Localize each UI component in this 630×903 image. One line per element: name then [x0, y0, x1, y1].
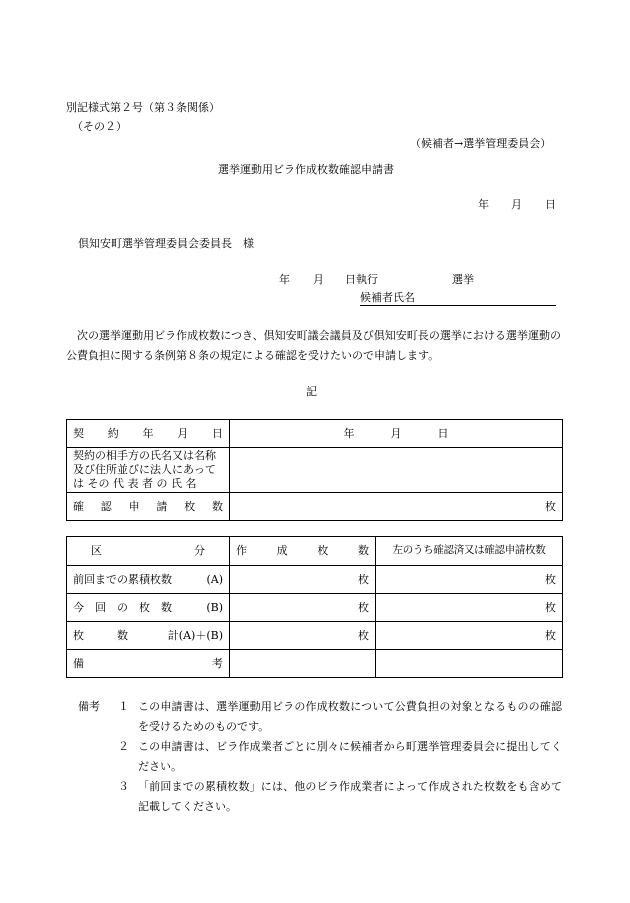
header-produced: 作 成 枚 数	[230, 537, 376, 566]
ki-mark: 記	[306, 385, 317, 398]
routing-note: （候補者→選挙管理委員会）	[410, 137, 552, 150]
confirm-count-field[interactable]: 枚	[230, 493, 563, 521]
election-label: 選挙	[452, 273, 474, 286]
list-item: ３ 「前回までの累積枚数」には、他のビラ作成業者によって作成された枚数をも含めて記載してください。	[118, 780, 562, 813]
table-row	[67, 622, 563, 650]
form-sub-number: （その２）	[72, 120, 127, 133]
produced-total-field[interactable]: 枚	[230, 622, 376, 650]
table-row	[67, 650, 563, 678]
table-row	[67, 448, 563, 493]
table-row	[67, 566, 563, 594]
produced-previous-field[interactable]: 枚	[230, 566, 376, 594]
candidate-name-line[interactable]	[360, 304, 556, 306]
notes-heading: 備考	[78, 700, 100, 713]
list-item: 備考 １ この申請書は、選挙運動用ビラの作成枚数について公費負担の対象となるものの確認を受けるためのものです。	[78, 697, 562, 737]
confirm-count-label: 確 認 申 請 枚 数	[67, 493, 230, 521]
confirmed-total-field[interactable]: 枚	[376, 622, 563, 650]
document-title: 選挙運動用ビラ作成枚数確認申請書	[218, 163, 394, 176]
table-row	[67, 594, 563, 622]
date-day: 日	[545, 198, 556, 211]
election-year: 年	[279, 273, 290, 286]
table-row	[67, 493, 563, 521]
confirmed-previous-field[interactable]: 枚	[376, 566, 563, 594]
candidate-name-label: 候補者氏名	[360, 291, 415, 304]
contract-table	[66, 419, 563, 521]
header-category: 区 分	[67, 537, 230, 566]
form-number: 別記様式第２号（第３条関係）	[66, 101, 220, 114]
notes-section	[78, 697, 562, 817]
row-label-current: 今 回 の 枚 数 (B)	[67, 594, 230, 622]
confirmed-current-field[interactable]: 枚	[376, 594, 563, 622]
count-table	[66, 536, 563, 678]
election-month: 月	[313, 273, 324, 286]
date-month: 月	[511, 198, 522, 211]
election-day-exec: 日執行	[345, 273, 378, 286]
date-year: 年	[478, 198, 489, 211]
remarks-produced-field[interactable]	[230, 650, 376, 678]
contract-party-label: 契約の相手方の氏名又は名称 及び住所並びに法人にあって は その 代 表 者 の 氏 名	[67, 448, 230, 493]
list-item: ２ この申請書は、ビラ作成業者ごとに別々に候補者から町選挙管理委員会に提出してください。	[118, 740, 562, 773]
contract-date-label: 契 約 年 月 日	[67, 420, 230, 448]
table-header-row	[67, 537, 563, 566]
produced-current-field[interactable]: 枚	[230, 594, 376, 622]
addressee: 倶知安町選挙管理委員会委員長 様	[78, 237, 254, 250]
row-label-previous: 前回までの累積枚数 (A)	[67, 566, 230, 594]
header-confirmed: 左のうち確認済又は確認申請枚数	[376, 537, 563, 566]
remarks-confirmed-field[interactable]	[376, 650, 563, 678]
table-row	[67, 420, 563, 448]
row-label-total: 枚 数 計(A)＋(B)	[67, 622, 230, 650]
body-text: 次の選挙運動用ビラ作成枚数につき、倶知安町議会議員及び倶知安町長の選挙における選挙運動の公費負担に関する条例第８条の規定による確認を受けたいので申請します。	[66, 329, 561, 362]
contract-party-field[interactable]	[230, 448, 563, 493]
contract-date-field[interactable]: 年 月 日	[230, 420, 563, 448]
row-label-remarks: 備 考	[67, 650, 230, 678]
